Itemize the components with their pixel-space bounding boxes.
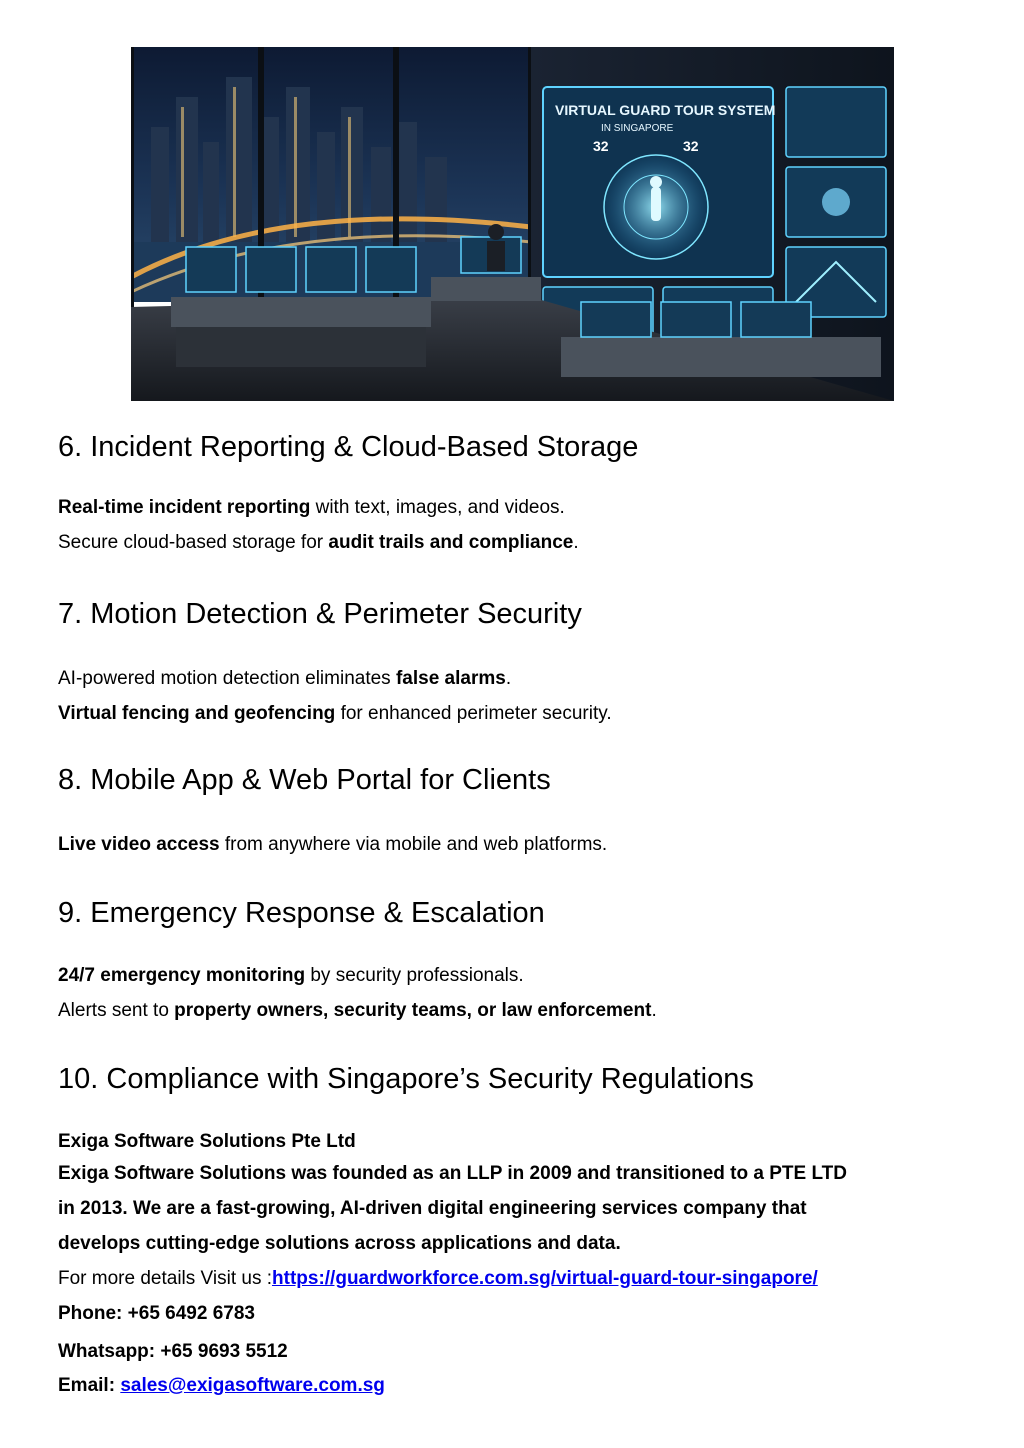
bold-run: Virtual fencing and geofencing — [58, 703, 336, 724]
hero-banner-line2: IN SINGAPORE — [601, 123, 674, 134]
text-run: Alerts sent to — [58, 1000, 175, 1021]
section-9-line-1 — [58, 964, 524, 988]
visit-line — [58, 1267, 818, 1291]
text-run: . — [651, 1000, 657, 1021]
email-line — [58, 1374, 385, 1398]
hero-counter-left: 32 — [593, 138, 609, 154]
bold-run: 24/7 emergency monitoring — [58, 965, 306, 986]
bold-run: false alarms — [395, 668, 506, 689]
hero-image — [131, 47, 894, 401]
text-run: . — [505, 668, 512, 689]
section-6-heading: 6. Incident Reporting & Cloud-Based Storage — [58, 431, 639, 463]
text-run: by security professionals. — [305, 965, 524, 986]
whatsapp-line: Whatsapp: +65 9693 5512 — [58, 1341, 288, 1362]
section-7-heading: 7. Motion Detection & Perimeter Security — [58, 598, 582, 630]
text-run: with text, images, and videos. — [310, 497, 565, 518]
phone-line: Phone: +65 6492 6783 — [58, 1303, 255, 1324]
text-run: AI-powered motion detection eliminates — [58, 668, 396, 689]
text-run: from anywhere via mobile and web platforms. — [219, 834, 608, 855]
section-7-line-1 — [58, 667, 511, 691]
company-name: Exiga Software Solutions Pte Ltd — [58, 1131, 356, 1152]
company-about-line-1: Exiga Software Solutions was founded as an LLP in 2009 and transitioned to a PTE LTD — [58, 1163, 847, 1184]
section-10-heading: 10. Compliance with Singapore’s Security Regulations — [58, 1063, 754, 1095]
section-6-line-2 — [58, 531, 579, 555]
section-6-line-1 — [58, 496, 565, 520]
company-about-line-3: develops cutting-edge solutions across applications and data. — [58, 1233, 621, 1254]
section-8-line-1 — [58, 833, 607, 857]
bold-run: audit trails and compliance — [328, 532, 574, 553]
section-7-line-2 — [58, 702, 612, 726]
text-run: . — [573, 532, 579, 553]
bold-run: Live video access — [58, 834, 220, 855]
section-8-heading: 8. Mobile App & Web Portal for Clients — [58, 764, 551, 796]
company-about-line-2: in 2013. We are a fast-growing, AI-driven digital engineering services company that — [58, 1198, 807, 1219]
bold-run: Real-time incident reporting — [58, 497, 311, 518]
email-link[interactable]: sales@exigasoftware.com.sg — [120, 1375, 385, 1396]
hero-banner-line1: VIRTUAL GUARD TOUR SYSTEM — [555, 102, 776, 118]
visit-prefix: For more details Visit us : — [58, 1268, 273, 1289]
text-run: for enhanced perimeter security. — [335, 703, 612, 724]
section-9-heading: 9. Emergency Response & Escalation — [58, 897, 545, 929]
bold-run: property owners, security teams, or law enforcement — [174, 1000, 652, 1021]
text-run: Secure cloud-based storage for — [58, 532, 329, 553]
hero-illustration — [131, 47, 894, 401]
section-9-line-2 — [58, 999, 657, 1023]
website-link[interactable]: https://guardworkforce.com.sg/virtual-guard-tour-singapore/ — [272, 1268, 818, 1289]
email-label: Email: — [58, 1375, 121, 1396]
hero-counter-right: 32 — [683, 138, 699, 154]
